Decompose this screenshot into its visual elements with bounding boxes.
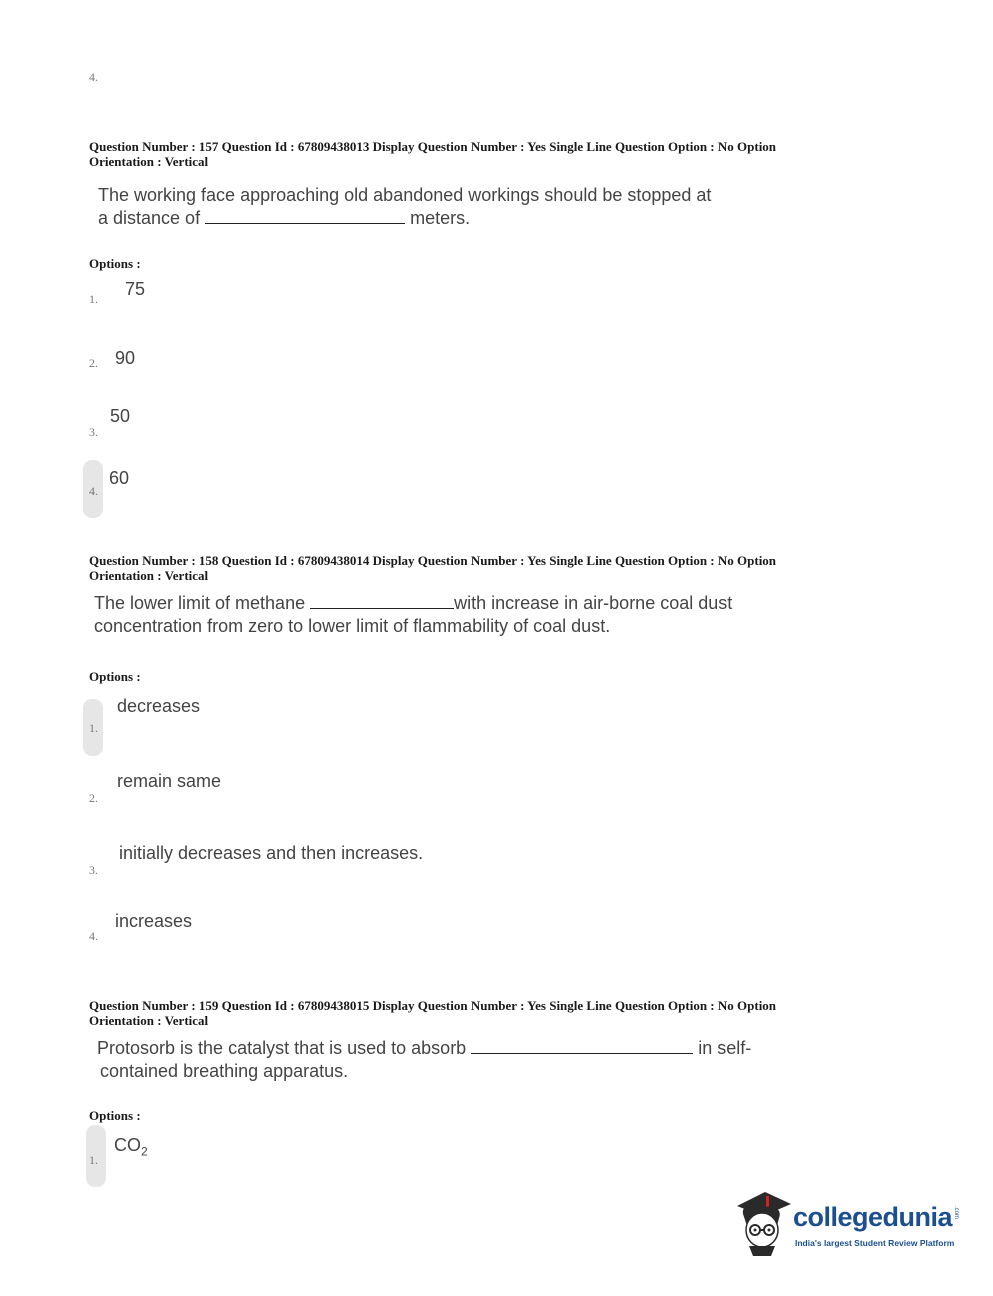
question-meta-line1: Question Number : 157 Question Id : 67809438013 Display Question Number : Yes Single Line Question Option : No Option — [89, 139, 777, 154]
option-text[interactable]: initially decreases and then increases. — [119, 843, 424, 863]
option-number: 2. — [89, 791, 98, 805]
question-text-part: concentration from zero to lower limit of flammability of coal dust. — [94, 616, 611, 636]
option-number: 4. — [89, 929, 98, 943]
question-meta-line2: Orientation : Vertical — [89, 1013, 209, 1028]
options-label: Options : — [89, 669, 141, 684]
option-number: 3. — [89, 863, 98, 877]
fill-blank — [205, 209, 405, 224]
logo-name: collegedunia — [793, 1202, 953, 1232]
option-text[interactable] — [114, 1135, 148, 1159]
option-text[interactable]: increases — [115, 911, 193, 931]
option-text[interactable]: 90 — [115, 348, 136, 368]
question-meta — [89, 139, 889, 169]
question-text — [94, 592, 834, 638]
question-meta-line2: Orientation : Vertical — [89, 154, 209, 169]
option-number-previous: 4. — [89, 70, 98, 84]
fill-blank — [310, 594, 454, 609]
options-label: Options : — [89, 1108, 141, 1123]
option-text[interactable]: 50 — [110, 406, 131, 426]
logo-wordmark — [793, 1202, 952, 1233]
logo-tagline: India's largest Student Review Platform — [795, 1238, 955, 1248]
question-meta-line1: Question Number : 159 Question Id : 67809438015 Display Question Number : Yes Single Line Question Option : No Option — [89, 998, 777, 1013]
option-number: 2. — [89, 356, 98, 370]
option-number: 1. — [89, 292, 98, 306]
option-number: 1. — [89, 721, 98, 735]
fill-blank — [471, 1039, 693, 1054]
question-text-part: The working face approaching old abandoned workings should be stopped at — [98, 185, 712, 205]
options-label: Options : — [89, 256, 141, 271]
question-meta — [89, 553, 889, 583]
chemical-formula: CO — [114, 1135, 141, 1155]
question-meta-line1: Question Number : 158 Question Id : 67809438014 Display Question Number : Yes Single Line Question Option : No Option — [89, 553, 777, 568]
question-text-part: Protosorb is the catalyst that is used to absorb — [97, 1038, 467, 1058]
question-text-part: The lower limit of methane — [94, 593, 306, 613]
option-text[interactable]: decreases — [117, 696, 201, 716]
question-text — [97, 1037, 837, 1083]
option-number: 1. — [89, 1153, 98, 1167]
logo-suffix: .com — [953, 1206, 959, 1220]
question-text-part: a distance of — [98, 208, 201, 228]
option-text[interactable]: 60 — [109, 468, 130, 488]
question-text-part: contained breathing apparatus. — [100, 1061, 349, 1081]
collegedunia-logo — [733, 1188, 973, 1260]
option-text[interactable]: 75 — [125, 279, 146, 299]
question-meta — [89, 998, 889, 1028]
question-text — [98, 184, 818, 230]
option-number: 4. — [89, 484, 98, 498]
formula-subscript: 2 — [141, 1144, 148, 1159]
question-text-part: meters. — [410, 208, 471, 228]
question-meta-line2: Orientation : Vertical — [89, 568, 209, 583]
option-text[interactable]: remain same — [117, 771, 222, 791]
question-text-part: in self- — [698, 1038, 752, 1058]
option-number: 3. — [89, 425, 98, 439]
question-text-part: with increase in air-borne coal dust — [454, 593, 733, 613]
mascot-icon — [733, 1188, 793, 1258]
